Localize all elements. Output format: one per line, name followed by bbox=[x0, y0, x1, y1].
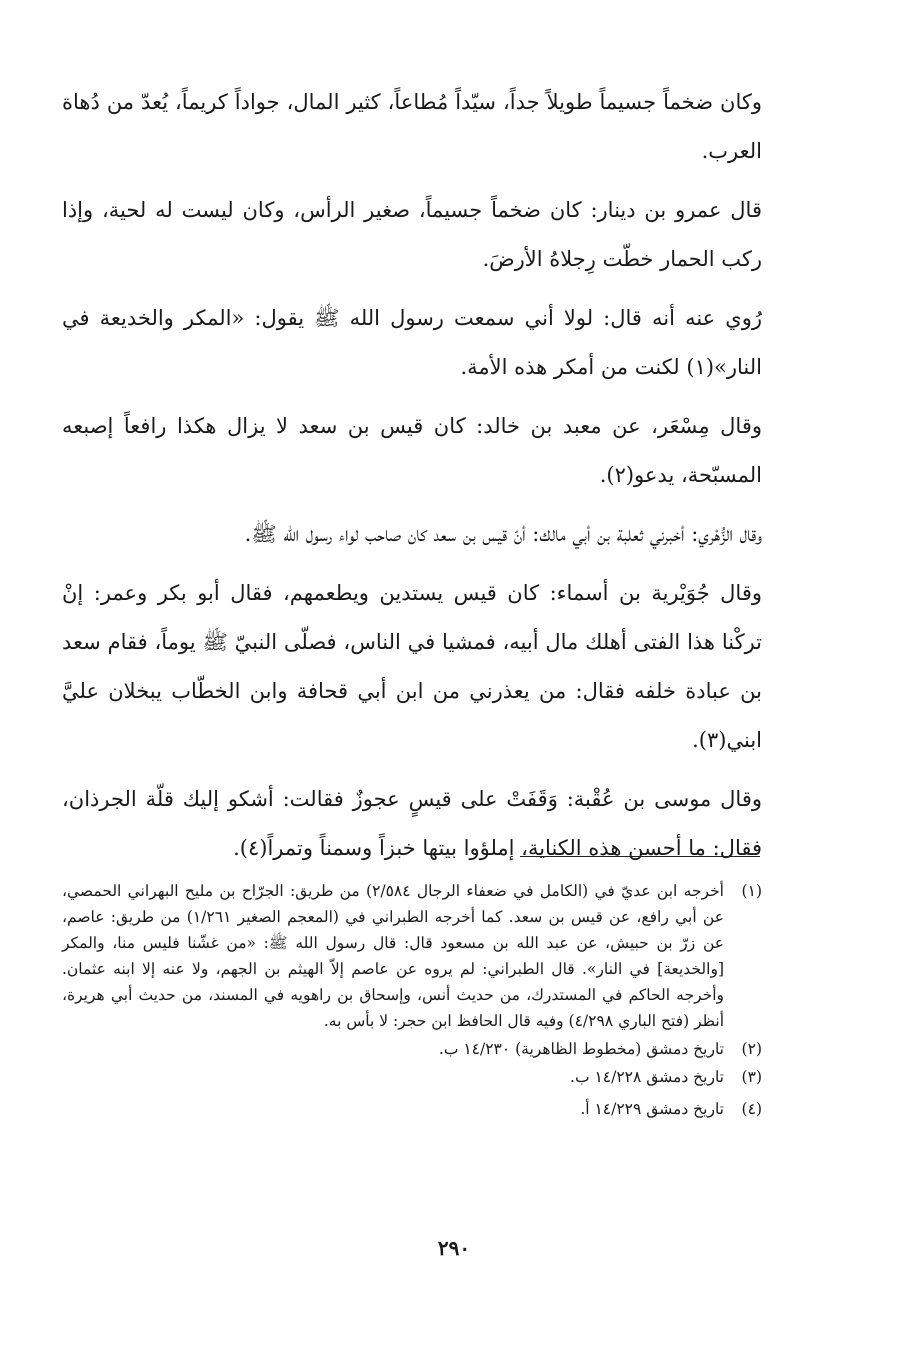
paragraph-appearance: وكان ضخماً جسيماً طويلاً جداً، سيّداً مُطاعاً، كثير المال، جواداً كريماً، يُعدّ من دُهاة العرب. bbox=[62, 90, 762, 163]
footnote-item bbox=[62, 1096, 762, 1122]
footnote-number: (٤) bbox=[741, 1100, 762, 1118]
paragraph-amr-ibn-dinar: قال عمرو بن دينار: كان ضخماً جسيماً، صغير الرأس، وكان ليست له لحية، وإذا ركب الحمار خطّت رِجلاهُ الأرضَ. bbox=[62, 198, 762, 271]
footnote-item bbox=[62, 1036, 762, 1062]
main-text bbox=[62, 78, 762, 883]
footnote-number: (٣) bbox=[741, 1068, 762, 1086]
footnote-text: تاريخ دمشق (مخطوط الظاهرية) ١٤/٢٣٠ ب. bbox=[438, 1040, 724, 1058]
page-number: ٢٩٠ bbox=[437, 1236, 471, 1260]
footnotes bbox=[62, 878, 762, 1124]
footnote-text: تاريخ دمشق ١٤/٢٢٨ ب. bbox=[570, 1068, 724, 1086]
paragraph-makr-hadith: رُوي عنه أنه قال: لولا أني سمعت رسول الله ﷺ يقول: «المكر والخديعة في النار»(١) لكنت من أمكر هذه الأمة. bbox=[62, 306, 762, 379]
footnote-item bbox=[62, 1064, 762, 1090]
footnote-text: أخرجه ابن عديّ في (الكامل في ضعفاء الرجال ٢/٥٨٤) من طريق: الجرّاح بن مليح البهراني الحمصي، عن أبي رافع، عن قيس بن سعد. كما أخرجه الطبراني في (المعجم الصغير ١/٢٦١) من طريق: عاصم، عن زرّ بن حبيش، عن عبد الله بن مسعود قال: قال رسول الله ﷺ: «من غشّنا فليس منا، والمكر [والخديعة] في النار». قال الطبراني: لم يروه عن عاصم إلاّ الهيثم بن الجهم، ولا عنه إلا ابنه عثمان. وأخرجه الحاكم في المستدرك، من حديث أنس، وإسحاق بن راهويه في المسند، من حديث أبي هريرة، أنظر (فتح الباري ٤/٢٩٨) وفيه قال الحافظ ابن حجر: لا بأس به. bbox=[62, 882, 724, 1030]
paragraph-zuhri: وقال الزُّهْري: أخبرني ثعلبة بن أبي مالك: أنّ قيس بن سعد كان صاحب لواء رسول الله ﷺ. bbox=[244, 522, 762, 546]
footnote-number: (١) bbox=[741, 882, 762, 900]
paragraph-misar: وقال مِسْعَر، عن معبد بن خالد: كان قيس بن سعد لا يزال هكذا رافعاً إصبعه المسبّحة، يدعو(٢). bbox=[62, 414, 762, 487]
footnote-item bbox=[62, 878, 762, 1034]
paragraph-juwayriya: وقال جُوَيْرية بن أسماء: كان قيس يستدين ويطعمهم، فقال أبو بكر وعمر: إنْ تركْنا هذا الفتى أهلك مال أبيه، فمشيا في الناس، فصلّى النبيّ ﷺ يوماً، فقام سعد بن عبادة خلفه فقال: من يعذرني من ابن أبي قحافة وابن الخطّاب يبخلان عليَّ ابني(٣). bbox=[62, 581, 762, 752]
footnote-text: تاريخ دمشق ١٤/٢٢٩ أ. bbox=[580, 1100, 724, 1118]
paragraph-musa-ibn-uqba: وقال موسى بن عُقْبة: وَقَفَتْ على قيسٍ عجوزٌ فقالت: أشكو إليك قلّة الجرذان، فقال: ما أحسن هذه الكناية، إملؤوا بيتها خبزاً وسمناً وتمراً(٤). bbox=[62, 787, 762, 860]
footnote-number: (٢) bbox=[741, 1040, 762, 1058]
footnote-divider bbox=[520, 856, 760, 857]
